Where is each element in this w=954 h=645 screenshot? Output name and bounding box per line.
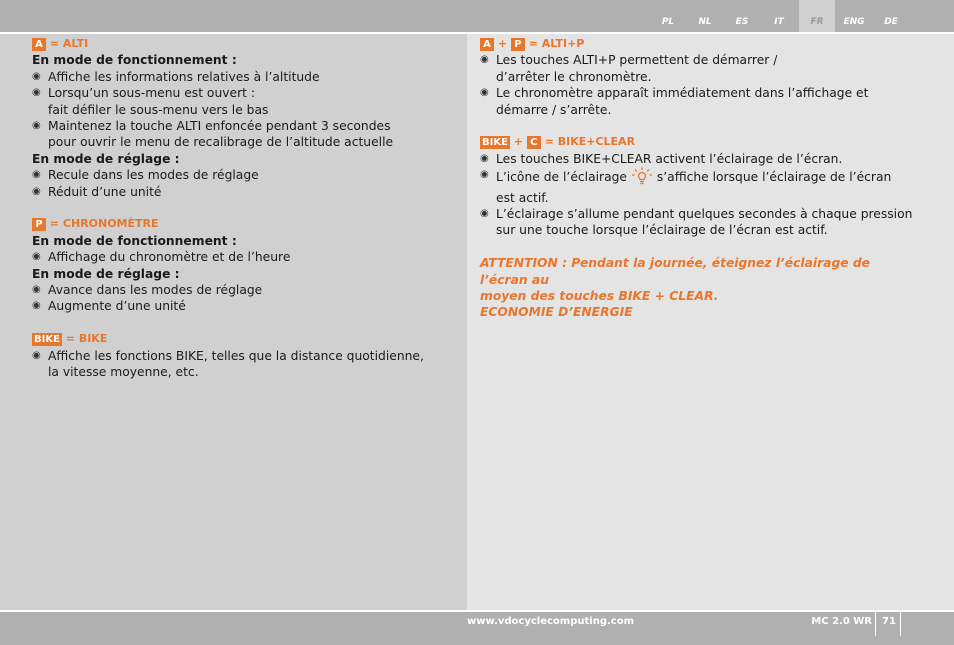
left-column xyxy=(32,36,432,381)
alti-setting-mode-label: En mode de réglage : xyxy=(32,151,180,166)
list-item: ◉ Maintenez la touche ALTI enfoncée pendant 3 secondes xyxy=(32,118,432,134)
list-item: ◉ Recule dans les modes de réglage xyxy=(32,167,432,183)
light-text-after: s’affiche lorsque l’éclairage de l’écran xyxy=(656,170,892,185)
list-item-continuation: d’arrêter le chronomètre. xyxy=(496,69,652,84)
bikeclear-heading xyxy=(480,134,920,150)
list-item: ◉ Lorsqu’un sous-menu est ouvert : xyxy=(32,85,432,101)
lang-es[interactable]: ES xyxy=(735,17,749,27)
list-item: ◉ L’éclairage s’allume pendant quelques secondes à chaque pression xyxy=(480,206,920,222)
list-item: ◉ Les touches ALTI+P permettent de démarrer / xyxy=(480,52,920,68)
alti-badge: A xyxy=(32,38,46,51)
list-item: ◉ Affichage du chronomètre et de l’heure xyxy=(32,249,432,265)
footer-model: MC 2.0 WR xyxy=(811,616,872,627)
altip-title: = ALTI+P xyxy=(528,37,585,50)
list-item: ◉ Affiche les informations relatives à l’altitude xyxy=(32,69,432,85)
bikeclear-title: = BIKE+CLEAR xyxy=(544,135,636,149)
chrono-function-mode-label: En mode de fonctionnement : xyxy=(32,233,237,248)
warning-line-3: ECONOMIE D’ENERGIE xyxy=(480,305,633,320)
bikeclear-badge-bike: BIKE xyxy=(482,137,508,149)
list-item-continuation: pour ouvrir le menu de recalibrage de l’altitude actuelle xyxy=(48,135,394,150)
bike-heading xyxy=(32,331,432,347)
lang-nl[interactable]: NL xyxy=(698,17,712,27)
chrono-heading xyxy=(32,216,432,232)
warning-line-1: ATTENTION : Pendant la journée, éteignez l’éclairage de l’écran au xyxy=(480,256,871,287)
lang-fr[interactable]: FR xyxy=(799,0,835,32)
alti-heading xyxy=(32,36,432,52)
lang-eng[interactable]: ENG xyxy=(843,17,865,27)
list-item: ◉ Le chronomètre apparaît immédiatement dans l’affichage et xyxy=(480,85,920,101)
chrono-title: = CHRONOMÈTRE xyxy=(49,217,159,231)
list-item: ◉ Réduit d’une unité xyxy=(32,184,432,200)
list-item-continuation: fait défiler le sous-menu vers le bas xyxy=(48,102,269,117)
alti-title: = ALTI xyxy=(49,37,89,50)
warning-line-2: moyen des touches BIKE + CLEAR. xyxy=(480,289,719,304)
list-item-continuation: démarre / s’arrête. xyxy=(496,102,612,117)
page-number: 71 xyxy=(882,616,896,627)
list-item: ◉ Avance dans les modes de réglage xyxy=(32,282,432,298)
lang-pl[interactable]: PL xyxy=(661,17,675,27)
bikeclear-plus: + xyxy=(513,135,523,149)
light-text-before: L’icône de l’éclairage xyxy=(496,170,627,185)
list-item-continuation: est actif. xyxy=(496,190,549,205)
altip-badge-p: P xyxy=(511,38,525,51)
bikeclear-badge-c: C xyxy=(527,136,541,149)
list-item: ◉ Affiche les fonctions BIKE, telles que la distance quotidienne, xyxy=(32,348,432,364)
list-item-continuation: sur une touche lorsque l’éclairage de l’écran est actif. xyxy=(496,223,828,238)
list-item: ◉ Augmente d’une unité xyxy=(32,298,432,314)
list-item-continuation: la vitesse moyenne, etc. xyxy=(48,365,199,380)
lang-de[interactable]: DE xyxy=(884,17,898,27)
footer-separator xyxy=(875,612,876,636)
altip-badge-a: A xyxy=(480,38,494,51)
bike-badge: BIKE xyxy=(34,334,60,346)
footer-url[interactable]: www.vdocyclecomputing.com xyxy=(467,616,635,627)
light-icon xyxy=(631,167,653,189)
chrono-badge: P xyxy=(32,218,46,231)
altip-plus: + xyxy=(497,37,508,50)
chrono-setting-mode-label: En mode de réglage : xyxy=(32,266,180,281)
lang-it[interactable]: IT xyxy=(774,17,784,27)
bike-title: = BIKE xyxy=(65,332,108,346)
list-item: ◉ Les touches BIKE+CLEAR activent l’éclairage de l’écran. xyxy=(480,151,920,167)
alti-function-mode-label: En mode de fonctionnement : xyxy=(32,53,237,68)
list-item xyxy=(480,167,920,189)
footer-separator xyxy=(900,612,901,636)
right-column xyxy=(480,36,920,321)
altip-heading xyxy=(480,36,920,52)
